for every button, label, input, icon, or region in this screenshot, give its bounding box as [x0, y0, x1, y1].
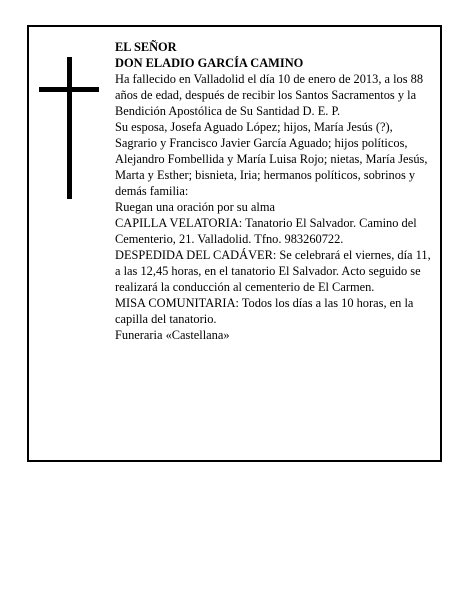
mass-info [115, 295, 433, 327]
cross-horizontal-bar [39, 87, 99, 92]
notice-title-line1: EL SEÑOR [115, 40, 177, 54]
mass-details: Todos los días a las 10 horas, en la capilla del tanatorio. [115, 296, 414, 326]
farewell-label: DESPEDIDA DEL CADÁVER: [115, 248, 277, 262]
family-list: Su esposa, Josefa Aguado López; hijos, María Jesús (?), Sagrario y Francisco Javier García Aguado; hijos políticos, Alejandro Fombellida y María Luisa Rojo; nietas, María Jesús, Marta y Esther; bisnieta, Iria; hermanos políticos, sobrinos y demás familia: [115, 120, 428, 198]
funeral-home: Funeraria «Castellana» [115, 328, 230, 342]
notice-title-line2: DON ELADIO GARCÍA CAMINO [115, 56, 304, 70]
farewell-info [115, 247, 433, 295]
obituary-notice [27, 25, 442, 462]
prayer-request: Ruegan una oración por su alma [115, 200, 275, 214]
death-announcement: Ha fallecido en Valladolid el día 10 de enero de 2013, a los 88 años de edad, después de recibir los Santos Sacramentos y la Bendición Apostólica de Su Santidad D. E. P. [115, 72, 424, 118]
mass-label: MISA COMUNITARIA: [115, 296, 239, 310]
notice-text [115, 39, 433, 343]
cross-vertical-bar [67, 57, 72, 199]
chapel-info [115, 215, 433, 247]
farewell-details: Se celebrará el viernes, día 11, a las 12,45 horas, en el tanatorio El Salvador. Acto seguido se realizará la conducción al cementerio de El Carmen. [115, 248, 431, 294]
cross-icon [39, 57, 99, 199]
chapel-details: Tanatorio El Salvador. Camino del Cementerio, 21. Valladolid. Tfno. 983260722. [115, 216, 417, 246]
chapel-label: CAPILLA VELATORIA: [115, 216, 243, 230]
